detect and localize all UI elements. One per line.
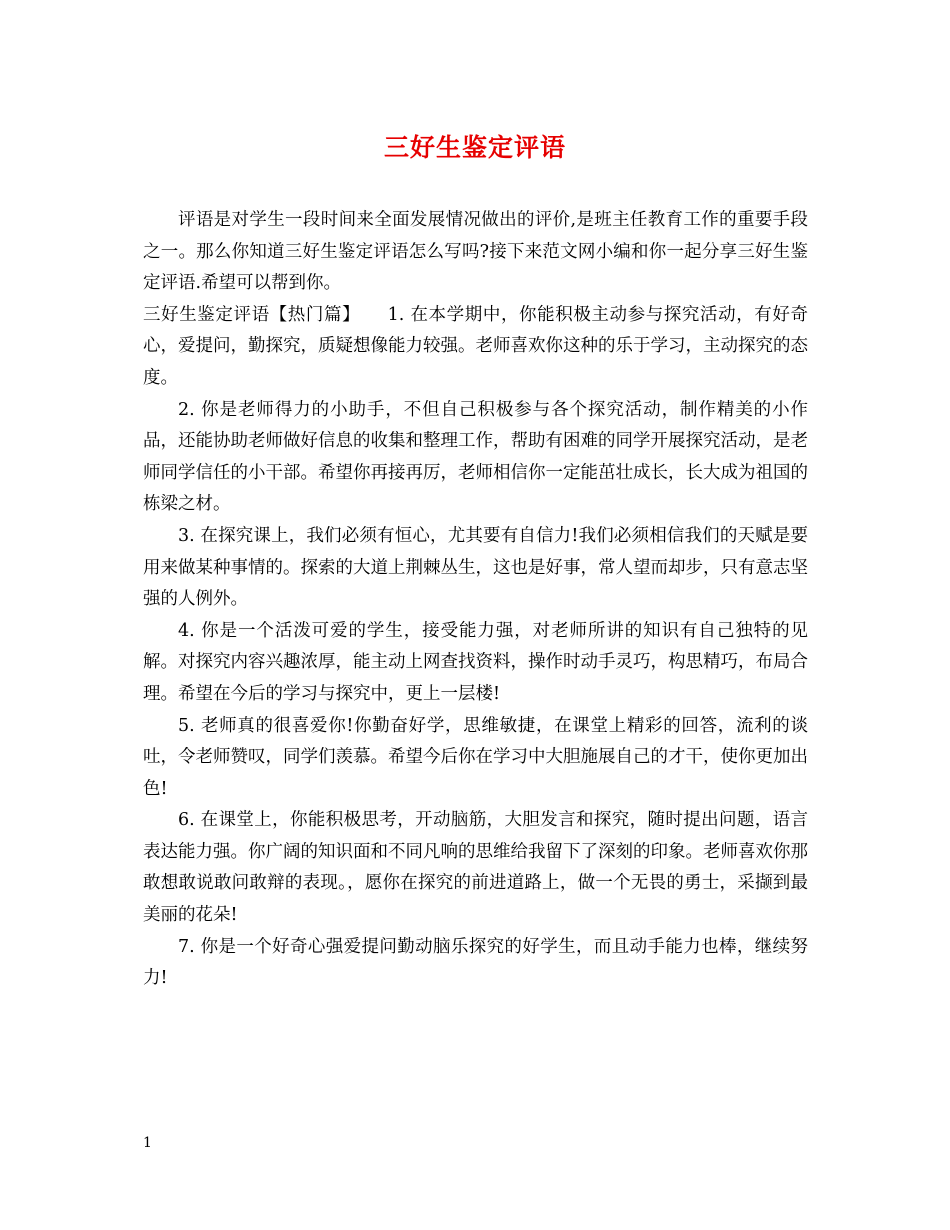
document-title: 三好生鉴定评语 [383, 133, 566, 162]
comment-paragraph-2: 2. 你是老师得力的小助手，不但自己积极参与各个探究活动，制作精美的小作品，还能协助老师做好信息的收集和整理工作，帮助有困难的同学开展探究活动，是老师同学信任的小干部。希望你再接再厉，老师相信你一定能茁壮成长，长大成为祖国的栋梁之材。 [143, 399, 808, 515]
page-number: 1 [143, 1135, 152, 1151]
document-body [143, 205, 808, 995]
comment-paragraph-7: 7. 你是一个好奇心强爱提问勤动脑乐探究的好学生，而且动手能力也棒，继续努力! [143, 936, 808, 989]
comment-paragraph-5: 5. 老师真的很喜爱你!你勤奋好学，思维敏捷，在课堂上精彩的回答，流利的谈吐，令老师赞叹，同学们羡慕。希望今后你在学习中大胆施展自己的才干，使你更加出色! [143, 715, 808, 799]
comment-paragraph-4: 4. 你是一个活泼可爱的学生，接受能力强，对老师所讲的知识有自己独特的见解。对探究内容兴趣浓厚，能主动上网查找资料，操作时动手灵巧，构思精巧，布局合理。希望在今后的学习与探究中，更上一层楼! [143, 620, 808, 704]
comment-paragraph-6: 6. 在课堂上，你能积极思考，开动脑筋，大胆发言和探究，随时提出问题，语言表达能力强。你广阔的知识面和不同凡响的思维给我留下了深刻的印象。老师喜欢你那敢想敢说敢问敢辩的表现。，愿你在探究的前进道路上，做一个无畏的勇士，采撷到最美丽的花朵! [143, 810, 808, 926]
section-heading-paragraph: 三好生鉴定评语【热门篇】 1. 在本学期中，你能积极主动参与探究活动，有好奇心，爱提问，勤探究，质疑想像能力较强。老师喜欢你这种的乐于学习，主动探究的态度。 [143, 304, 808, 388]
intro-paragraph: 评语是对学生一段时间来全面发展情况做出的评价,是班主任教育工作的重要手段之一。那么你知道三好生鉴定评语怎么写吗?接下来范文网小编和你一起分享三好生鉴定评语.希望可以帮到你。 [143, 210, 808, 294]
comment-paragraph-3: 3. 在探究课上，我们必须有恒心，尤其要有自信力!我们必须相信我们的天赋是要用来做某种事情的。探索的大道上荆棘丛生，这也是好事，常人望而却步，只有意志坚强的人例外。 [143, 525, 808, 610]
